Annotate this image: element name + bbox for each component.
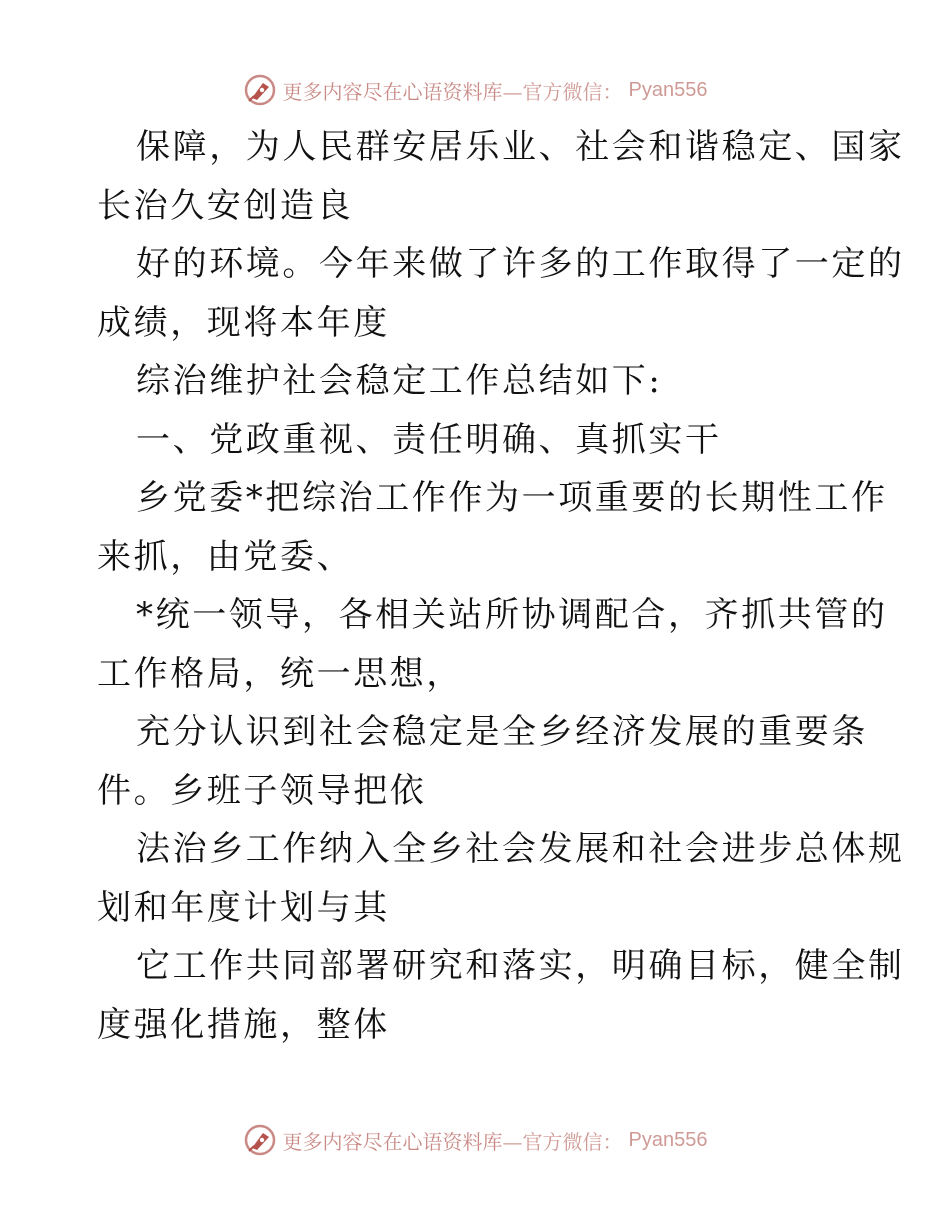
- watermark-contact-label: 官方微信：: [522, 79, 623, 104]
- body-line: 度强化措施，整体: [97, 1004, 390, 1045]
- watermark-main-text: 更多内容尽在心语资料库: [282, 1129, 503, 1154]
- section-heading: 一、党政重视、责任明确、真抓实干: [136, 419, 722, 460]
- document-body: [97, 118, 905, 1054]
- watermark-contact-label: 官方微信：: [522, 1129, 623, 1154]
- body-line: 长治久安创造良: [97, 185, 354, 226]
- watermark-dash: —: [502, 79, 523, 104]
- header-watermark: [0, 70, 950, 110]
- watermark-main-text: 更多内容尽在心语资料库: [282, 79, 503, 104]
- pen-nib-logo-icon: [243, 73, 277, 107]
- pen-nib-logo-icon: [243, 1123, 277, 1157]
- watermark-dash: —: [502, 1129, 523, 1154]
- watermark-contact-id: Pyan556: [628, 78, 708, 101]
- body-line: 好的环境。今年来做了许多的工作取得了一定的: [136, 244, 905, 284]
- body-line: 成绩，现将本年度: [97, 302, 390, 343]
- body-line: 来抓，由党委、: [97, 536, 354, 577]
- body-line: 保障，为人民群安居乐业、社会和谐稳定、国家: [136, 127, 905, 167]
- body-line: 乡党委*把综治工作作为一项重要的长期性工作: [136, 478, 888, 518]
- footer-watermark: [0, 1120, 950, 1160]
- body-line: 件。乡班子领导把依: [97, 770, 427, 811]
- watermark-contact-id: Pyan556: [628, 1128, 708, 1151]
- body-line: 法治乡工作纳入全乡社会发展和社会进步总体规: [136, 829, 905, 869]
- body-line: 综治维护社会稳定工作总结如下:: [136, 361, 663, 401]
- body-line: 它工作共同部署研究和落实，明确目标，健全制: [136, 946, 905, 986]
- body-line: 工作格局，统一思想，: [97, 653, 463, 694]
- body-line: 充分认识到社会稳定是全乡经济发展的重要条: [136, 712, 868, 752]
- body-line: *统一领导，各相关站所协调配合，齐抓共管的: [136, 595, 888, 635]
- body-line: 划和年度计划与其: [97, 887, 390, 928]
